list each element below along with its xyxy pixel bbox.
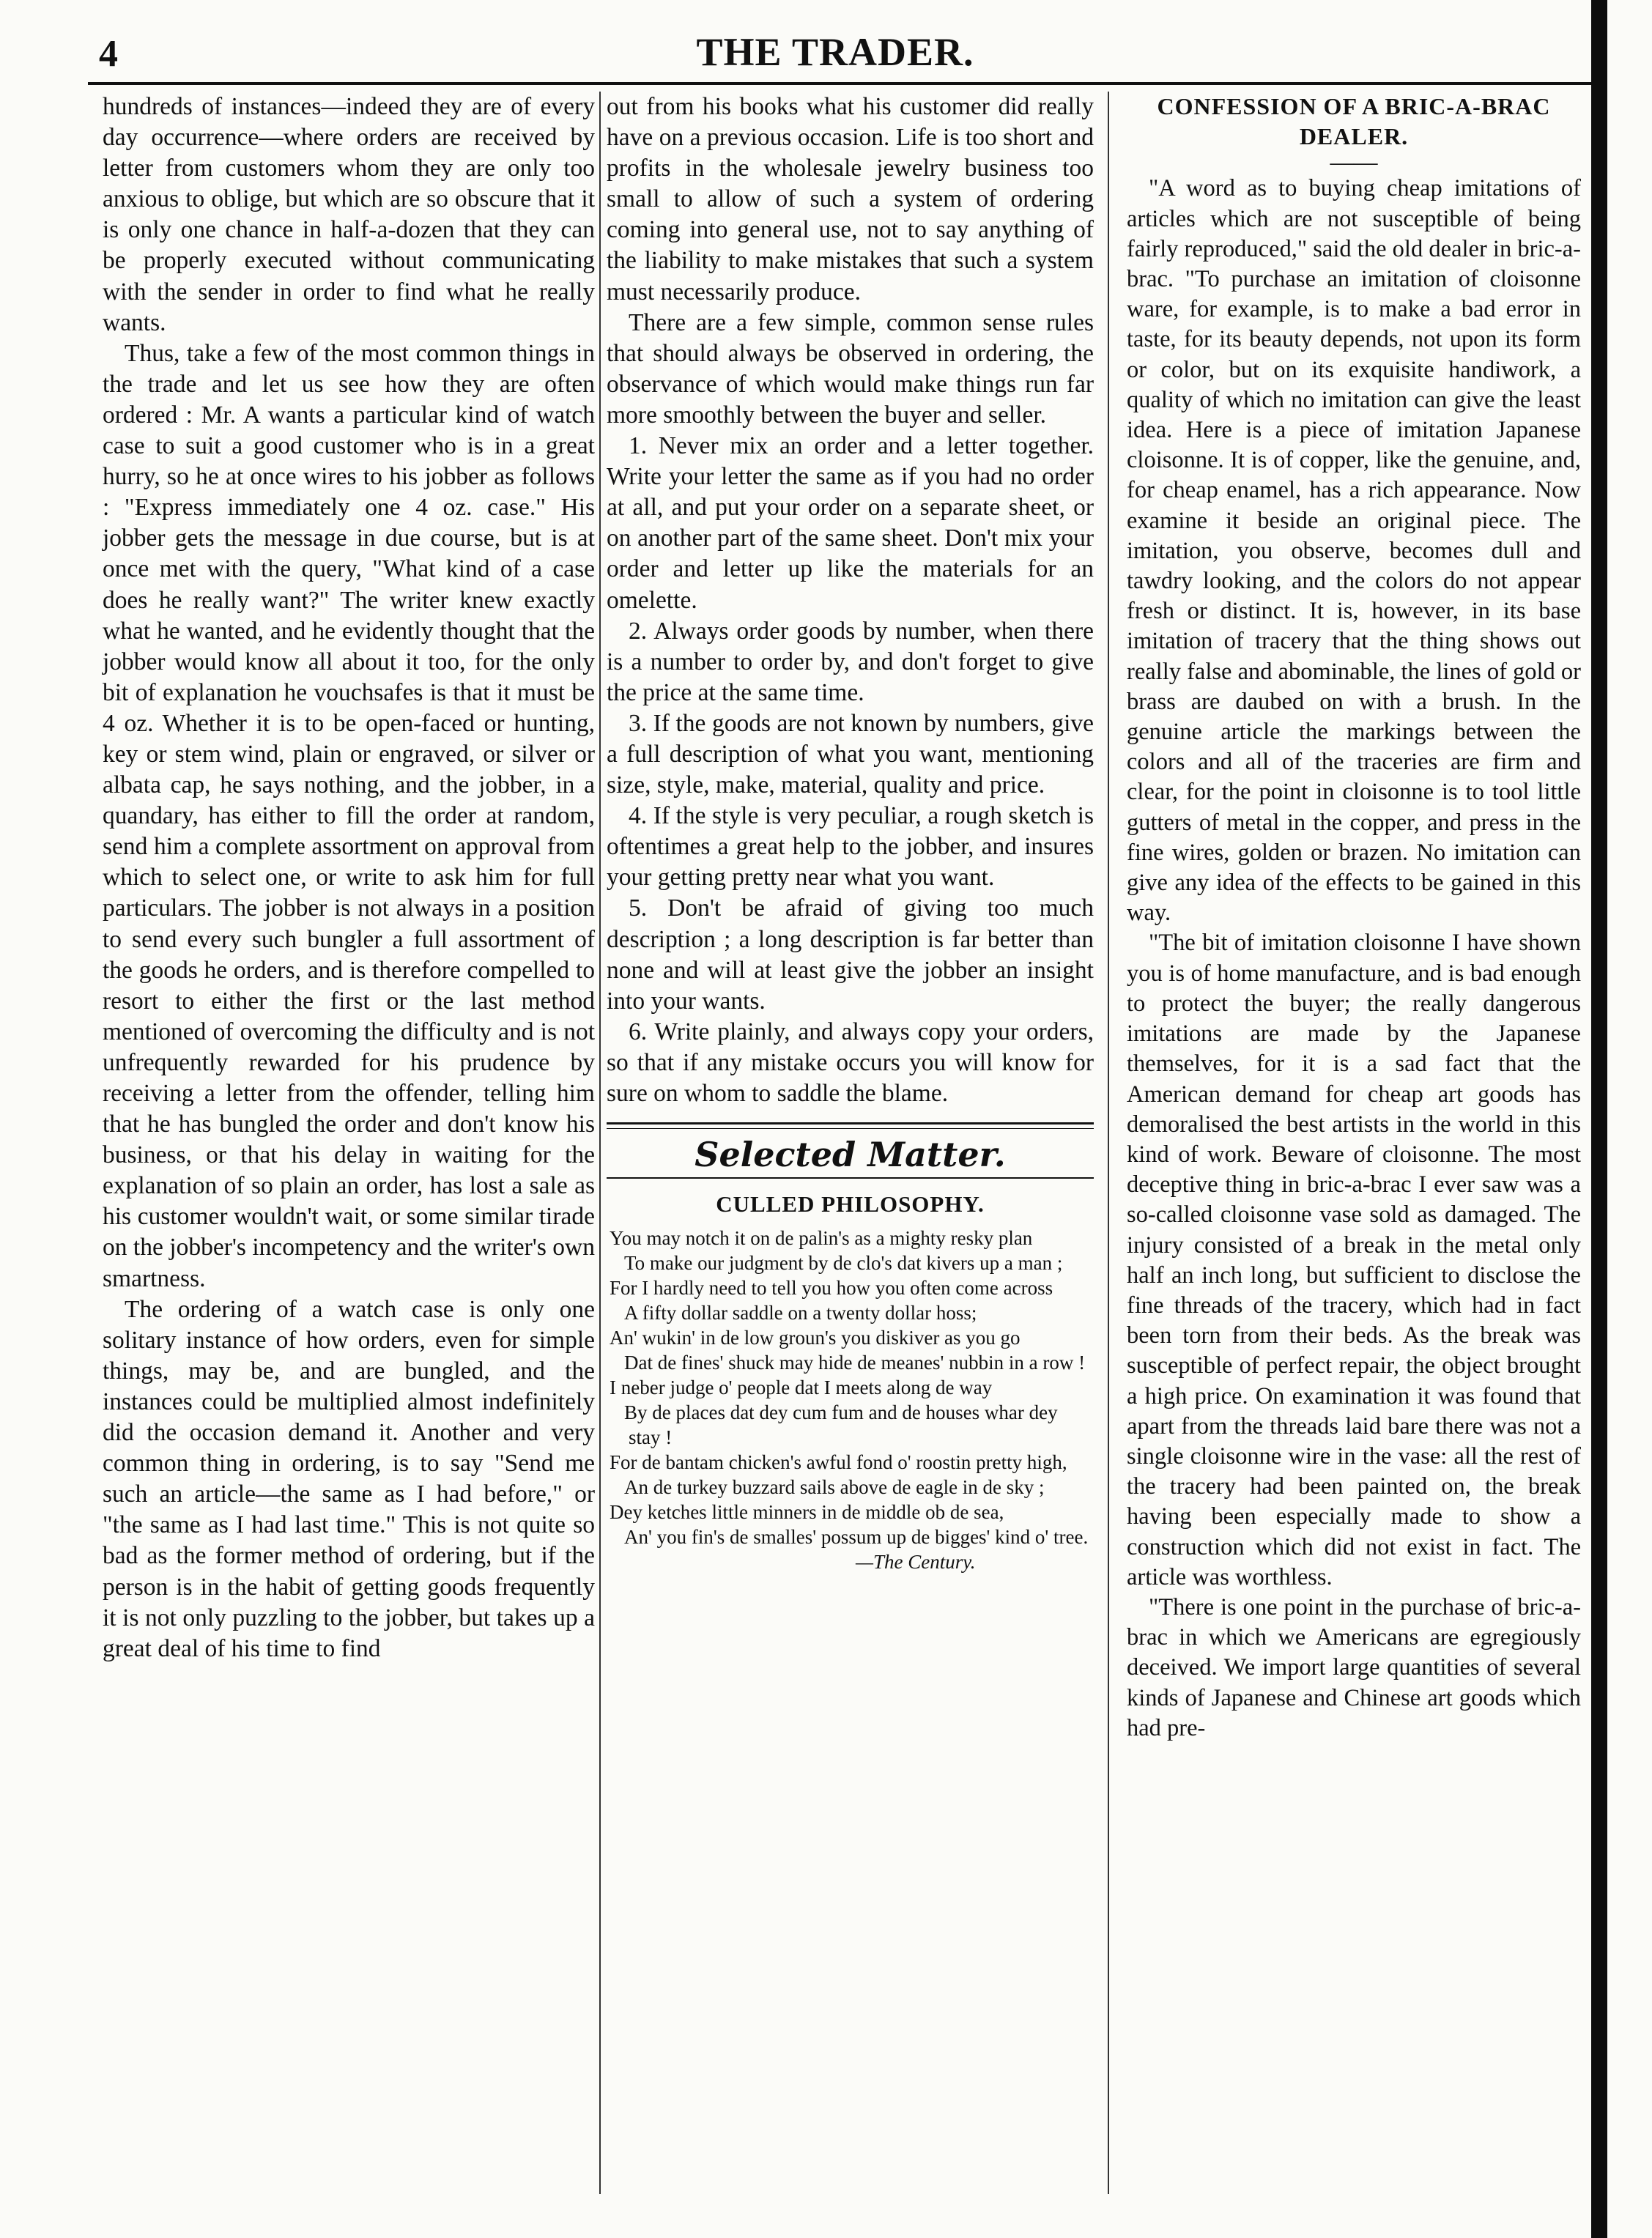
column-2 bbox=[607, 92, 1094, 1574]
col1-paragraph: Thus, take a few of the most common things in the trade and let us see how they are often ordered : Mr. A wants a particular kind of watch case to suit a good customer who is in a great hurry, so he at once wires to his jobber as follows : "Express immediately one 4 oz. case." His jobber gets the message in due course, but is at once met with the query, "What kind of a case does he really want?" The writer knew exactly what he wanted, and he evidently thought that the jobber would know all about it too, for the only bit of explanation he vouchsafes is that it must be 4 oz. Whether it is to be open-faced or hunting, key or stem wind, plain or engraved, or silver or albata cap, he says nothing, and the jobber, in a quandary, has either to fill the order at random, send him a complete assortment on approval from which to select one, or write to ask him for full particulars. The jobber is not always in a position to send every such bungler a full assortment of the goods he orders, and is therefore compelled to resort to either the first or the last method mentioned of overcoming the difficulty and is not unfrequently rewarded for his prudence by receiving a letter from the offender, telling him that he has bungled the order and don't know his business, or that his delay in waiting for the explanation of so plain an order, has lost a sale as his customer wouldn't wait, or some similar tirade on the jobber's incompetency and the writer's own smartness. bbox=[103, 339, 595, 1292]
column-3 bbox=[1127, 92, 1581, 1744]
col2-paragraph: out from his books what his customer did really have on a previous occasion. Life is too short and profits in the wholesale jewelry business too small to allow of such a system of ordering coming into general use, not to say anything of the liability to make mistakes that such a system must necessarily produce. bbox=[607, 93, 1094, 305]
page-header bbox=[95, 29, 1575, 81]
section-rule bbox=[607, 1122, 1094, 1129]
order-rule-4: 4. If the style is very peculiar, a rough sketch is oftentimes a great help to the jobber, and insures your getting pretty near what you want. bbox=[607, 802, 1094, 892]
poem-line: An' you fin's de smalles' possum up de bigges' kind o' tree. bbox=[624, 1526, 1089, 1549]
poem-line: Dat de fines' shuck may hide de meanes' nubbin in a row ! bbox=[624, 1352, 1086, 1374]
col1-paragraph: The ordering of a watch case is only one solitary instance of how orders, even for simple things, may be, and are bungled, and the instances could be multiplied almost indefinitely did the occasion demand it. Another and very common thing in ordering, is to say "Send me such an article—the same as I had before," or "the same as I had last time." This is not quite so bad as the former method of ordering, but if the person is in the habit of getting goods frequently it is not only puzzling to the jobber, but takes up a great deal of his time to find bbox=[103, 1295, 595, 1662]
poem-line: Dey ketches little minners in de middle ob de sea, bbox=[610, 1501, 1004, 1524]
article-heading: CONFESSION OF A BRIC-A-BRAC DEALER. bbox=[1157, 93, 1551, 150]
order-rule-1: 1. Never mix an order and a letter together. Write your letter the same as if you had no order at all, and put your order on a separate sheet, or on another part of the same sheet. Don't mix your order and letter up like the materials for an omelette. bbox=[607, 432, 1094, 614]
col3-paragraph: "There is one point in the purchase of bric-a-brac in which we Americans are egregiously deceived. We import large quantities of several kinds of Japanese and Chinese art goods which had pre- bbox=[1127, 1593, 1581, 1741]
column-1 bbox=[103, 92, 595, 1664]
heading-dash: —— bbox=[1330, 149, 1378, 177]
page-number: 4 bbox=[99, 33, 118, 75]
col2-paragraph: There are a few simple, common sense rules that should always be observed in ordering, the observance of which would make things run far more smoothly between the buyer and seller. bbox=[607, 308, 1094, 429]
poem-title: CULLED PHILOSOPHY. bbox=[716, 1191, 985, 1218]
column-divider bbox=[599, 92, 601, 2194]
poem-line: An' wukin' in de low groun's you diskiver as you go bbox=[610, 1327, 1021, 1349]
col3-paragraph: "The bit of imitation cloisonne I have shown you is of home manufacture, and is bad enough to protect the buyer; the really dangerous imitations are made by the Japanese themselves, for it is a sad fact that the American demand for cheap art goods has demoralised the best artists in the world in this kind of work. Beware of cloisonne. The most deceptive thing in bric-a-brac I ever saw was a so-called cloisonne vase sold as damaged. The injury consisted of a break in the metal only half an inch long, but sufficient to disclose the fine threads of the tracery, which had in fact been torn from their beds. As the break was susceptible of perfect repair, the object brought a high price. On examination it was found that apart from the threads laid bare there was not a single cloisonne wire in the vase: all the rest of the tracery had been painted on, the break having been especially made to show a construction which did not exist in fact. The article was worthless. bbox=[1127, 930, 1581, 1590]
poem-line: For de bantam chicken's awful fond o' roostin pretty high, bbox=[610, 1451, 1067, 1474]
poem-line: By de places dat dey cum fum and de houses whar dey stay ! bbox=[624, 1401, 1058, 1449]
poem bbox=[607, 1226, 1094, 1574]
poem-line: An de turkey buzzard sails above de eagle in de sky ; bbox=[624, 1476, 1045, 1499]
order-rule-6: 6. Write plainly, and always copy your orders, so that if any mistake occurs you will know for sure on whom to saddle the blame. bbox=[607, 1018, 1094, 1107]
order-rule-2: 2. Always order goods by number, when there is a number to order by, and don't forget to give the price at the same time. bbox=[607, 617, 1094, 706]
poem-line: To make our judgment by de clo's dat kivers up a man ; bbox=[624, 1252, 1063, 1275]
column-divider bbox=[1108, 92, 1109, 2194]
section-title: Selected Matter. bbox=[694, 1135, 1006, 1175]
poem-credit: —The Century. bbox=[856, 1551, 976, 1574]
col1-paragraph: hundreds of instances—indeed they are of every day occurrence—where orders are received by letter from customers whom they are only too anxious to oblige, but which are so obscure that it is only one chance in half-a-dozen that they can be properly executed without communicating with the sender in order to find what he really wants. bbox=[103, 93, 595, 336]
section-rule-thin bbox=[607, 1177, 1094, 1179]
header-rule bbox=[88, 82, 1597, 85]
poem-line: You may notch it on de palin's as a mighty resky plan bbox=[610, 1227, 1033, 1250]
order-rule-5: 5. Don't be afraid of giving too much description ; a long description is far better than none and will at least give the jobber an insight into your wants. bbox=[607, 894, 1094, 1015]
masthead-title: THE TRADER. bbox=[696, 30, 974, 74]
page-edge-bar bbox=[1591, 0, 1607, 2238]
poem-line: A fifty dollar saddle on a twenty dollar hoss; bbox=[624, 1302, 977, 1324]
poem-line: I neber judge o' people dat I meets along de way bbox=[610, 1376, 993, 1399]
order-rule-3: 3. If the goods are not known by numbers, give a full description of what you want, mentioning size, style, make, material, quality and price. bbox=[607, 709, 1094, 799]
poem-line: For I hardly need to tell you how you often come across bbox=[610, 1277, 1053, 1300]
col3-paragraph: "A word as to buying cheap imitations of articles which are not susceptible of being fairly reproduced," said the old dealer in bric-a-brac. "To purchase an imitation of cloisonne ware, for example, is to make a bad error in taste, for its beauty depends, not upon its form or color, but on its exquisite handiwork, a quality of which no imitation can give the least idea. Here is a piece of imitation Japanese cloisonne. It is of copper, like the genuine, and, for cheap enamel, has a rich appearance. Now examine it beside an original piece. The imitation, you observe, becomes dull and tawdry looking, and the colors do not appear fresh or distinct. It is, however, in its base imitation of tracery that the thing shows out really false and abominable, the lines of gold or brass are daubed on with a brush. In the genuine article the markings between the colors and all of the traceries are firm and clear, for the point in cloisonne is to tool little gutters of metal in the copper, and press in the fine wires, golden or brazen. No imitation can give any idea of the effects to be gained in this way. bbox=[1127, 175, 1582, 927]
